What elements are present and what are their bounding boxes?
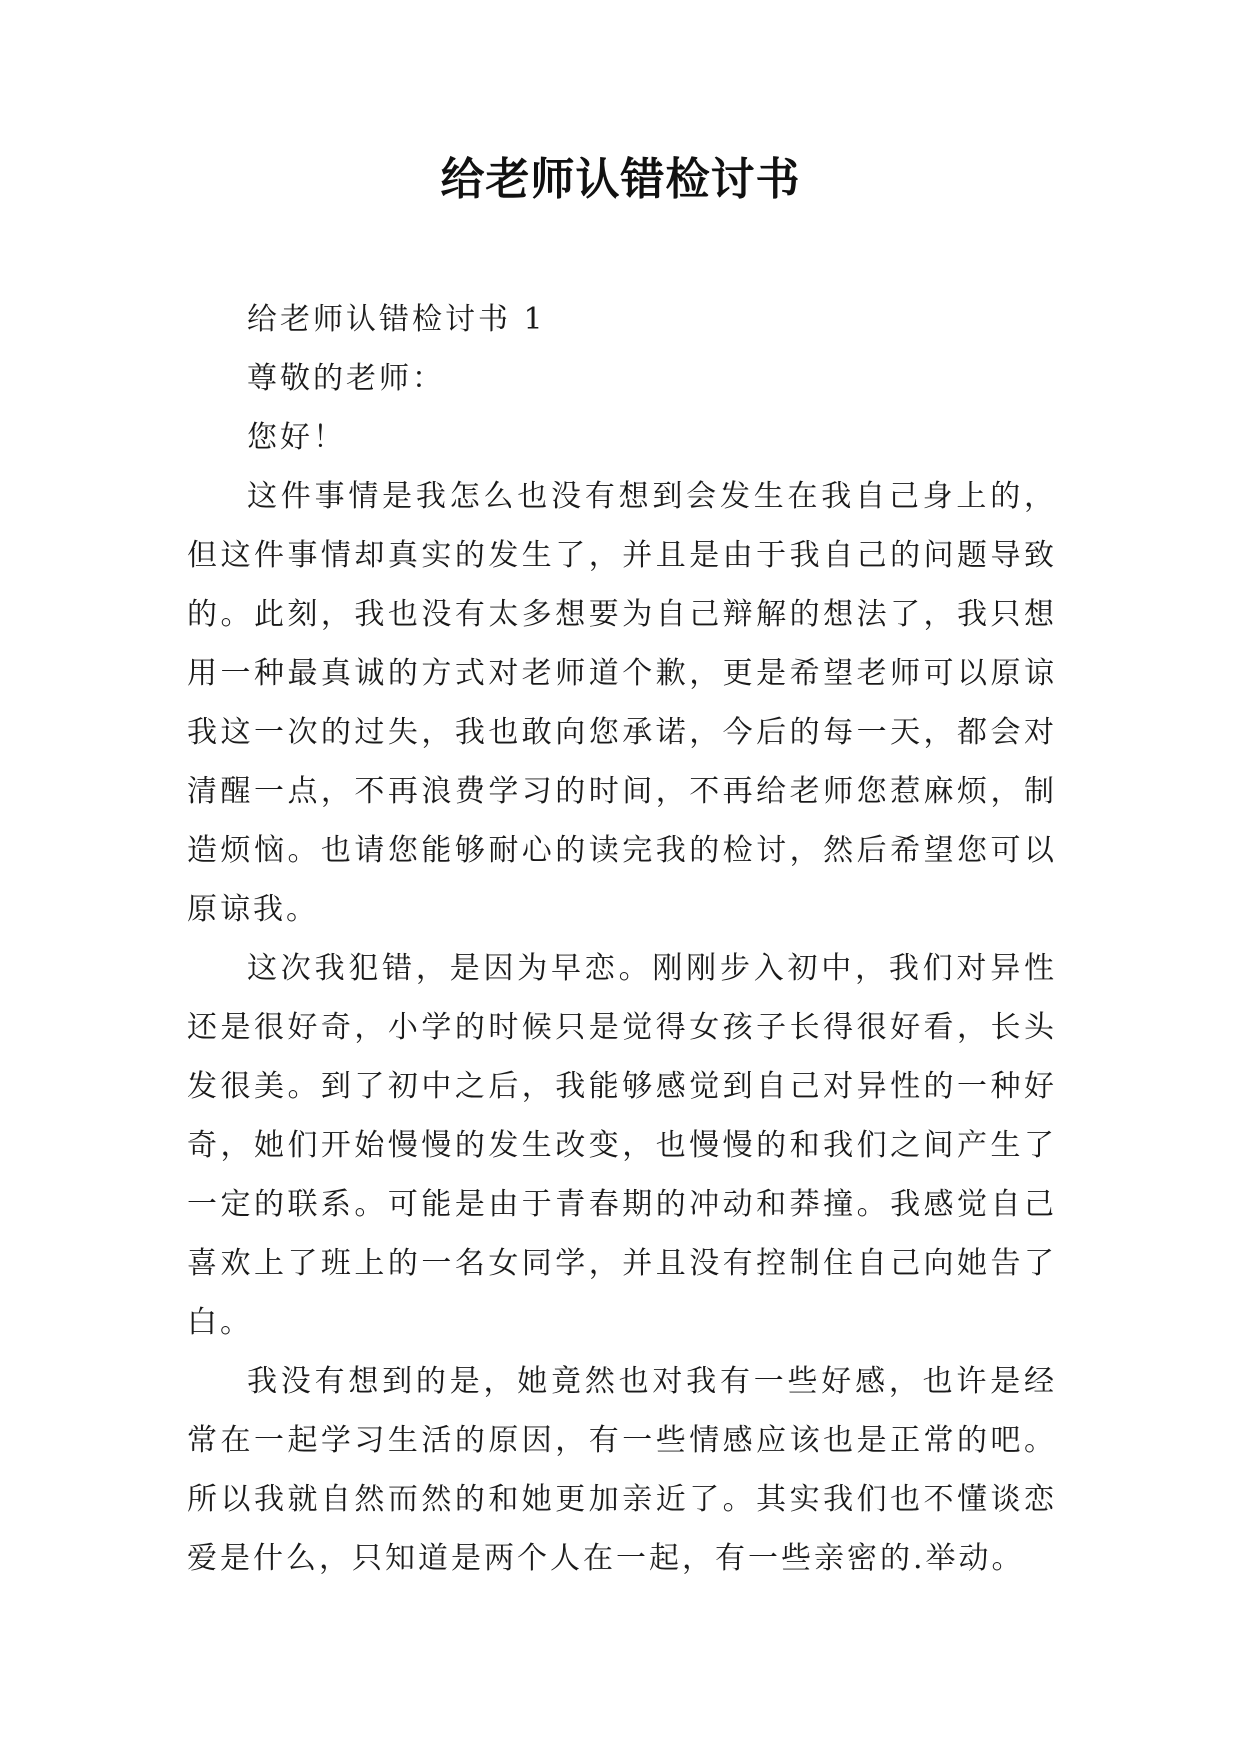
document-body	[187, 290, 1057, 1588]
body-paragraph: 我没有想到的是，她竟然也对我有一些好感，也许是经常在一起学习生活的原因，有一些情感应该也是正常的吧。所以我就自然而然的和她更加亲近了。其实我们也不懂谈恋爱是什么，只知道是两个人在一起，有一些亲密的.举动。	[187, 1364, 1057, 1576]
body-paragraph: 这次我犯错，是因为早恋。刚刚步入初中，我们对异性还是很好奇，小学的时候只是觉得女孩子长得很好看，长头发很美。到了初中之后，我能够感觉到自己对异性的一种好奇，她们开始慢慢的发生改变，也慢慢的和我们之间产生了一定的联系。可能是由于青春期的冲动和莽撞。我感觉自己喜欢上了班上的一名女同学，并且没有控制住自己向她告了白。	[187, 951, 1057, 1340]
section-heading: 给老师认错检讨书 1	[247, 302, 546, 337]
body-paragraph: 这件事情是我怎么也没有想到会发生在我自己身上的，但这件事情却真实的发生了，并且是由于我自己的问题导致的。此刻，我也没有太多想要为自己辩解的想法了，我只想用一种最真诚的方式对老师道个歉，更是希望老师可以原谅我这一次的过失，我也敢向您承诺，今后的每一天，都会对清醒一点，不再浪费学习的时间，不再给老师您惹麻烦，制造烦恼。也请您能够耐心的读完我的检讨，然后希望您可以原谅我。	[187, 479, 1057, 927]
salutation: 尊敬的老师：	[247, 361, 445, 396]
document-title: 给老师认错检讨书	[440, 154, 801, 205]
greeting: 您好！	[247, 420, 346, 455]
